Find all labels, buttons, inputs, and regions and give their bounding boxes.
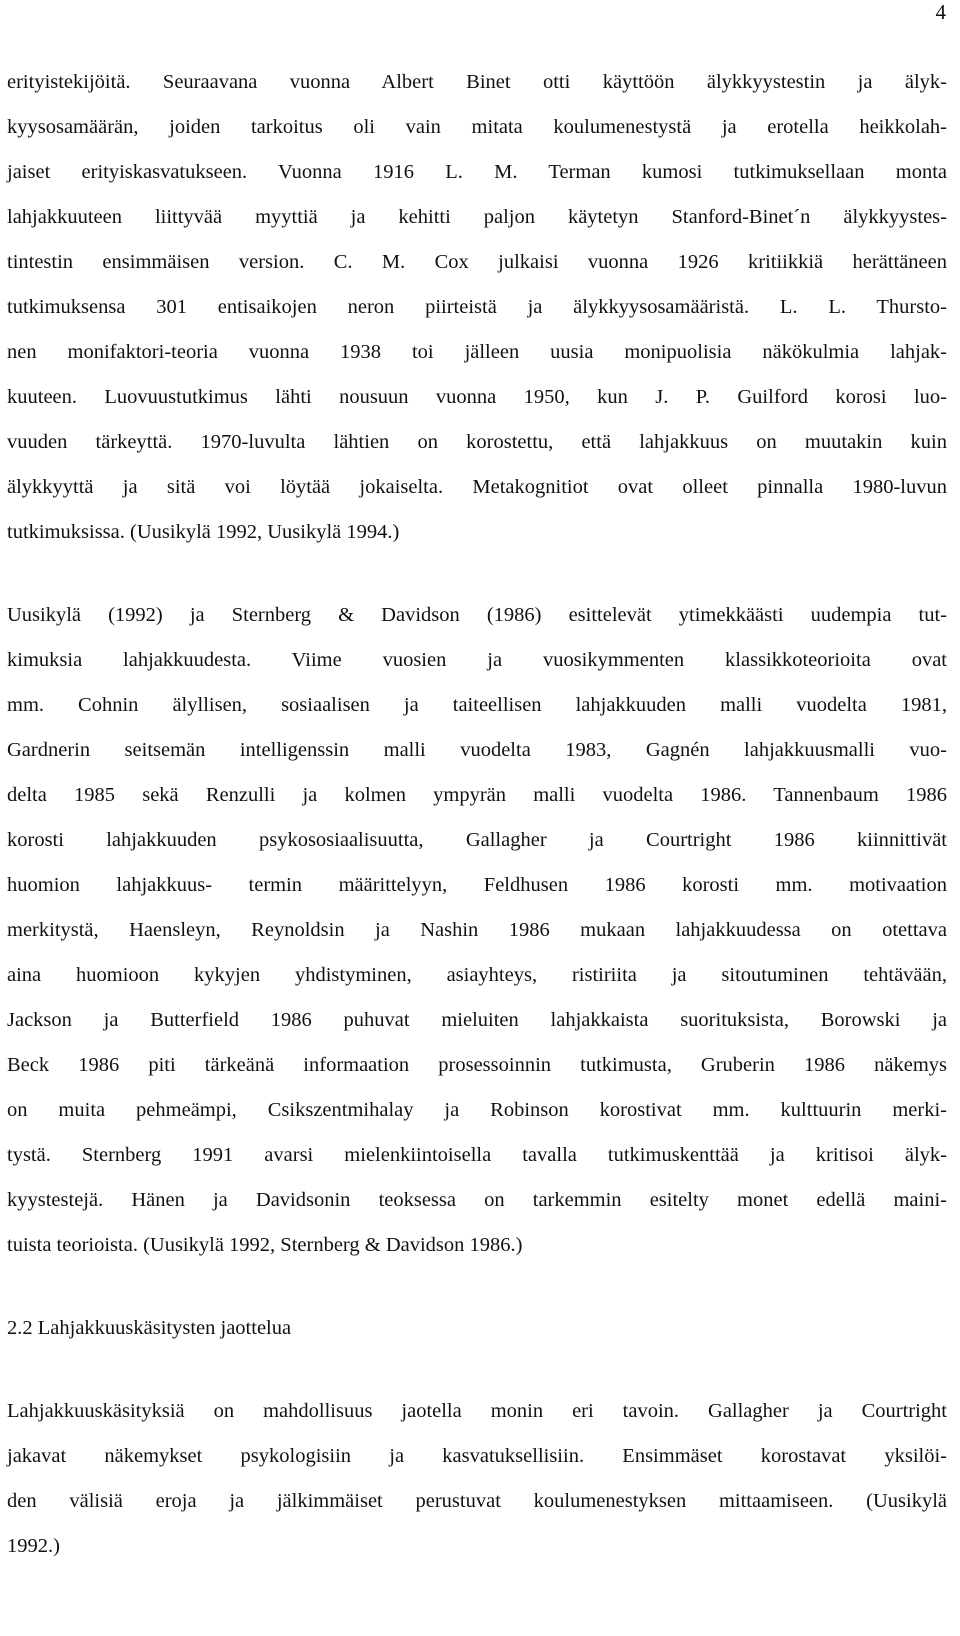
text-line: tutkimuksensa 301 entisaikojen neron piirteistä ja älykkyysosamääristä. L. L. Thursto- — [7, 296, 947, 318]
text-line: Jackson ja Butterfield 1986 puhuvat mieluiten lahjakkaista suorituksista, Borowski ja — [7, 1009, 947, 1031]
text-line: vuuden tärkeyttä. 1970-luvulta lähtien on korostettu, että lahjakkuus on muutakin kuin — [7, 431, 947, 453]
text-line: Gardnerin seitsemän intelligenssin malli vuodelta 1983, Gagnén lahjakkuusmalli vuo- — [7, 739, 947, 761]
paragraph-history — [7, 60, 947, 555]
text-line: huomion lahjakkuus- termin määrittelyyn, Feldhusen 1986 korosti mm. motivaation — [7, 874, 947, 896]
text-line: nen monifaktori-teoria vuonna 1938 toi jälleen uusia monipuolisia näkökulmia lahjak- — [7, 341, 947, 363]
section-heading: 2.2 Lahjakkuuskäsitysten jaottelua — [7, 1317, 292, 1339]
paragraph-spacer — [7, 1351, 947, 1389]
paragraph-spacer — [7, 1268, 947, 1306]
text-line: tutkimuksissa. (Uusikylä 1992, Uusikylä 1994.) — [7, 521, 400, 543]
text-line: delta 1985 sekä Renzulli ja kolmen ympyrän malli vuodelta 1986. Tannenbaum 1986 — [7, 784, 947, 806]
text-line: Beck 1986 piti tärkeänä informaation prosessoinnin tutkimusta, Gruberin 1986 näkemys — [7, 1054, 947, 1076]
text-line: jaiset erityiskasvatukseen. Vuonna 1916 L. M. Terman kumosi tutkimuksellaan monta — [7, 161, 947, 183]
text-line: jakavat näkemykset psykologisiin ja kasvatuksellisiin. Ensimmäset korostavat yksilöi- — [7, 1445, 947, 1467]
text-line: älykkyyttä ja sitä voi löytää jokaiselta. Metakognitiot ovat olleet pinnalla 1980-luvun — [7, 476, 947, 498]
text-line: on muita pehmeämpi, Csikszentmihalay ja Robinson korostivat mm. kulttuurin merki- — [7, 1099, 947, 1121]
text-line: kuuteen. Luovuustutkimus lähti nousuun vuonna 1950, kun J. P. Guilford korosi luo- — [7, 386, 947, 408]
text-line: lahjakkuuteen liittyvää myyttiä ja kehitti paljon käytetyn Stanford-Binet´n älykkyystes- — [7, 206, 947, 228]
text-line: Uusikylä (1992) ja Sternberg & Davidson (1986) esittelevät ytimekkäästi uudempia tut- — [7, 604, 947, 626]
text-line: kyysosamäärän, joiden tarkoitus oli vain mitata koulumenestystä ja erotella heikkolah- — [7, 116, 947, 138]
paragraph-spacer — [7, 555, 947, 593]
text-line: aina huomioon kykyjen yhdistyminen, asiayhteys, ristiriita ja sitoutuminen tehtävään, — [7, 964, 947, 986]
text-line: Lahjakkuuskäsityksiä on mahdollisuus jaotella monin eri tavoin. Gallagher ja Courtright — [7, 1400, 947, 1422]
text-line: merkitystä, Haensleyn, Reynoldsin ja Nashin 1986 mukaan lahjakkuudessa on otettava — [7, 919, 947, 941]
paragraph-classification — [7, 1389, 947, 1569]
text-line: tuista teorioista. (Uusikylä 1992, Sternberg & Davidson 1986.) — [7, 1234, 523, 1256]
text-line: tystä. Sternberg 1991 avarsi mielenkiintoisella tavalla tutkimuskenttää ja kritisoi älyk- — [7, 1144, 947, 1166]
page-number: 4 — [935, 0, 946, 24]
page-body — [7, 60, 947, 1569]
text-line: mm. Cohnin älyllisen, sosiaalisen ja taiteellisen lahjakkuuden malli vuodelta 1981, — [7, 694, 947, 716]
paragraph-theories — [7, 593, 947, 1268]
text-line: kimuksia lahjakkuudesta. Viime vuosien ja vuosikymmenten klassikkoteorioita ovat — [7, 649, 947, 671]
text-line: kyystestejä. Hänen ja Davidsonin teoksessa on tarkemmin esitelty monet edellä maini- — [7, 1189, 947, 1211]
text-line: 1992.) — [7, 1535, 60, 1557]
text-line: erityistekijöitä. Seuraavana vuonna Albert Binet otti käyttöön älykkyystestin ja älyk- — [7, 71, 947, 93]
text-line: den välisiä eroja ja jälkimmäiset perustuvat koulumenestyksen mittaamiseen. (Uusikylä — [7, 1490, 947, 1512]
text-line: korosti lahjakkuuden psykososiaalisuutta, Gallagher ja Courtright 1986 kiinnittivät — [7, 829, 947, 851]
text-line: tintestin ensimmäisen version. C. M. Cox julkaisi vuonna 1926 kritiikkiä herättäneen — [7, 251, 947, 273]
